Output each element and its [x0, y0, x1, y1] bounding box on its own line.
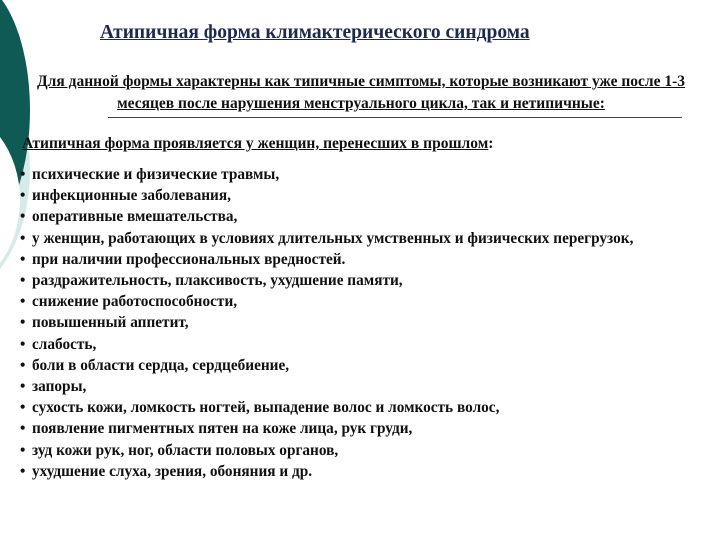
subheading-colon: : — [488, 135, 494, 152]
list-item-text: боли в области сердца, сердцебиение, — [32, 356, 290, 374]
list-item — [20, 418, 710, 439]
bullet-icon: • — [20, 293, 26, 311]
list-item — [20, 397, 710, 418]
list-item-text: запоры, — [32, 378, 87, 396]
list-item — [20, 270, 710, 291]
list-item-text: снижение работоспособности, — [32, 293, 238, 311]
bullet-icon: • — [20, 462, 26, 480]
list-item — [20, 312, 710, 333]
bullet-icon: • — [20, 250, 26, 268]
bullet-icon: • — [20, 187, 26, 205]
bullet-icon: • — [20, 208, 26, 226]
divider-line — [108, 117, 682, 118]
list-item-text: при наличии профессиональных вредностей. — [32, 250, 346, 268]
list-item-text: раздражительность, плаксивость, ухудшение памяти, — [32, 272, 403, 290]
bullet-icon: • — [20, 335, 26, 353]
bullet-icon: • — [20, 356, 26, 374]
bullet-icon: • — [20, 399, 26, 417]
list-item — [20, 291, 710, 312]
list-item — [20, 164, 710, 185]
list-item — [20, 206, 710, 227]
intro-paragraph: Для данной формы характерны как типичные симптомы, которые возникают уже после 1-3 месяцев после нарушения менструального цикла, так и нетипичные: — [37, 73, 685, 112]
list-item — [20, 334, 710, 355]
list-item-text: появление пигментных пятен на коже лица, рук груди, — [32, 420, 413, 438]
list-item-text: у женщин, работающих в условиях длительных умственных и физических перегрузок, — [32, 229, 634, 247]
list-item-text: слабость, — [32, 335, 97, 353]
bullet-icon: • — [20, 229, 26, 247]
bullet-icon: • — [20, 420, 26, 438]
list-item-text: инфекционные заболевания, — [32, 187, 231, 205]
list-item — [20, 355, 710, 376]
list-item-text: повышенный аппетит, — [32, 314, 189, 332]
list-item — [20, 228, 710, 249]
bullet-icon: • — [20, 166, 26, 183]
list-item-text: оперативные вмешательства, — [32, 208, 238, 226]
list-item-text: психические и физические травмы, — [32, 166, 280, 183]
bullet-icon: • — [20, 441, 26, 459]
list-item — [20, 185, 710, 206]
list-item-text: ухудшение слуха, зрения, обоняния и др. — [32, 462, 313, 480]
bullet-icon: • — [20, 314, 26, 332]
list-item-text: сухость кожи, ломкость ногтей, выпадение волос и ломкость волос, — [32, 399, 500, 417]
slide-title: Атипичная форма климактерического синдрома — [100, 22, 530, 43]
list-item — [20, 440, 710, 461]
symptom-list — [20, 164, 710, 482]
bullet-icon: • — [20, 378, 26, 396]
subheading — [22, 134, 702, 154]
list-item — [20, 461, 710, 482]
list-item — [20, 249, 710, 270]
subheading-text: Атипичная форма проявляется у женщин, перенесших в прошлом — [22, 135, 489, 152]
list-item — [20, 376, 710, 397]
list-item-text: зуд кожи рук, ног, области половых органов, — [32, 441, 339, 459]
bullet-icon: • — [20, 272, 26, 290]
